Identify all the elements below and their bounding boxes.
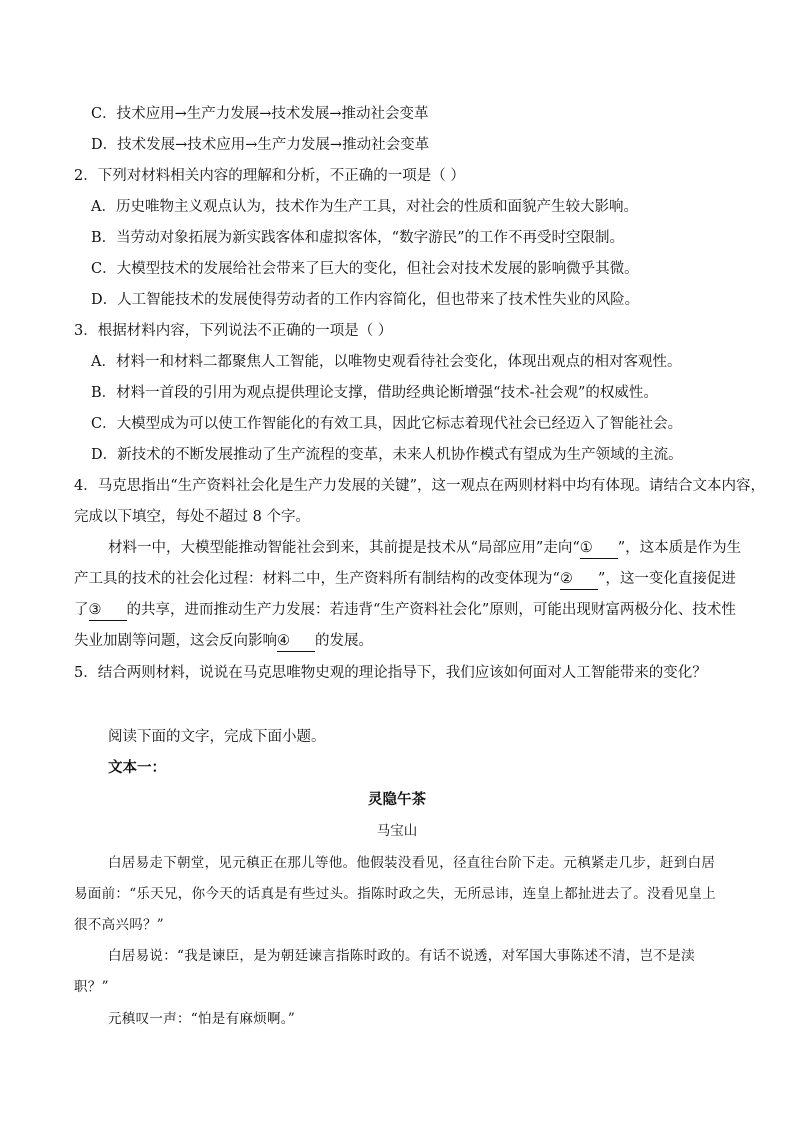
- q4-fill-text: 的共享，进而推动生产力发展：若违背“生产资料社会化”原则，可能出现财富两极分化、技术性: [126, 602, 736, 618]
- q4-fill-line4: [74, 631, 373, 652]
- story-paragraph-1-line2: 易面前：“乐天兄，你今天的话真是有些过头。指陈时政之失，无所忌讳，连皇上都扯进去了。没看见皇上: [74, 886, 716, 902]
- story-title: 灵隐午茶: [368, 791, 426, 808]
- q4-blank-1[interactable]: ①: [580, 538, 618, 559]
- q2-stem: 2．下列对材料相关内容的理解和分析，不正确的一项是（ ）: [74, 168, 465, 184]
- story-author: 马宝山: [376, 823, 418, 839]
- q4-fill-text: 产工具的技术的社会化过程：材料二中，生产资料所有制结构的改变体现为“: [74, 571, 560, 587]
- q4-blank-3[interactable]: ③: [89, 600, 127, 621]
- q5-stem: 5．结合两则材料，说说在马克思唯物史观的理论指导下，我们应该如何面对人工智能带来的变化？: [74, 665, 707, 681]
- q4-fill-text: 失业加剧等问题，这会反向影响: [74, 633, 277, 649]
- q4-blank-4[interactable]: ④: [277, 631, 315, 652]
- q4-fill-line2: [74, 569, 736, 590]
- q3-option-b: B．材料一首段的引用为观点提供理论支撑，借助经典论断增强“技术-社会观”的权威性。: [91, 385, 658, 401]
- q4-fill-text: 了: [74, 602, 89, 618]
- q3-stem: 3．根据材料内容，下列说法不正确的一项是（ ）: [74, 323, 393, 339]
- q2-option-b: B．当劳动对象拓展为新实践客体和虚拟客体，“数字游民”的工作不再受时空限制。: [91, 230, 624, 246]
- q1-option-d: D．技术发展→技术应用→生产力发展→推动社会变革: [91, 137, 430, 153]
- q4-fill-line1: [108, 538, 741, 559]
- text-one-label: 文本一：: [108, 759, 166, 776]
- q3-option-a: A．材料一和材料二都聚焦人工智能，以唯物史观看待社会变化，体现出观点的相对客观性。: [91, 354, 682, 370]
- q3-option-c: C．大模型成为可以使工作智能化的有效工具，因此它标志着现代社会已经迈入了智能社会。: [91, 416, 683, 432]
- q4-fill-text: 的发展。: [315, 633, 373, 649]
- q2-option-d: D．人工智能技术的发展使得劳动者的工作内容简化，但也带来了技术性失业的风险。: [91, 292, 640, 308]
- story-paragraph-2-line1: 白居易说：“我是谏臣，是为朝廷谏言指陈时政的。有话不说透，对军国大事陈述不清，岂不是渎: [108, 948, 695, 964]
- reading-intro: 阅读下面的文字，完成下面小题。: [108, 729, 326, 745]
- story-paragraph-1-line3: 很不高兴吗？”: [74, 917, 165, 933]
- q4-fill-text: ”，这一变化直接促进: [597, 571, 736, 587]
- q4-fill-text: ”，这本质是作为生: [617, 540, 742, 556]
- q2-option-a: A．历史唯物主义观点认为，技术作为生产工具，对社会的性质和面貌产生较大影响。: [91, 199, 638, 215]
- story-paragraph-1-line1: 白居易走下朝堂，见元稹正在那儿等他。他假装没看见，径直往台阶下走。元稹紧走几步，赶到白居: [108, 855, 716, 871]
- q4-fill-text: 材料一中，大模型能推动智能社会到来，其前提是技术从“局部应用”走向“: [108, 540, 580, 556]
- q4-stem-line2: 完成以下填空，每处不超过 8 个字。: [74, 509, 310, 525]
- q1-option-c: C．技术应用→生产力发展→技术发展→推动社会变革: [91, 106, 429, 122]
- story-paragraph-3-line1: 元稹叹一声：“怕是有麻烦啊。”: [108, 1011, 296, 1027]
- q3-option-d: D．新技术的不断发展推动了生产流程的变革，未来人机协作模式有望成为生产领域的主流。: [91, 447, 683, 463]
- q2-option-c: C．大模型技术的发展给社会带来了巨大的变化，但社会对技术发展的影响微乎其微。: [91, 261, 639, 277]
- q4-stem-line1: 4．马克思指出“生产资料社会化是生产力发展的关键”，这一观点在两则材料中均有体现。请结合文本内容，: [74, 478, 766, 494]
- story-paragraph-2-line2: 职？”: [74, 979, 109, 995]
- q4-blank-2[interactable]: ②: [560, 569, 598, 590]
- q4-fill-line3: [74, 600, 736, 621]
